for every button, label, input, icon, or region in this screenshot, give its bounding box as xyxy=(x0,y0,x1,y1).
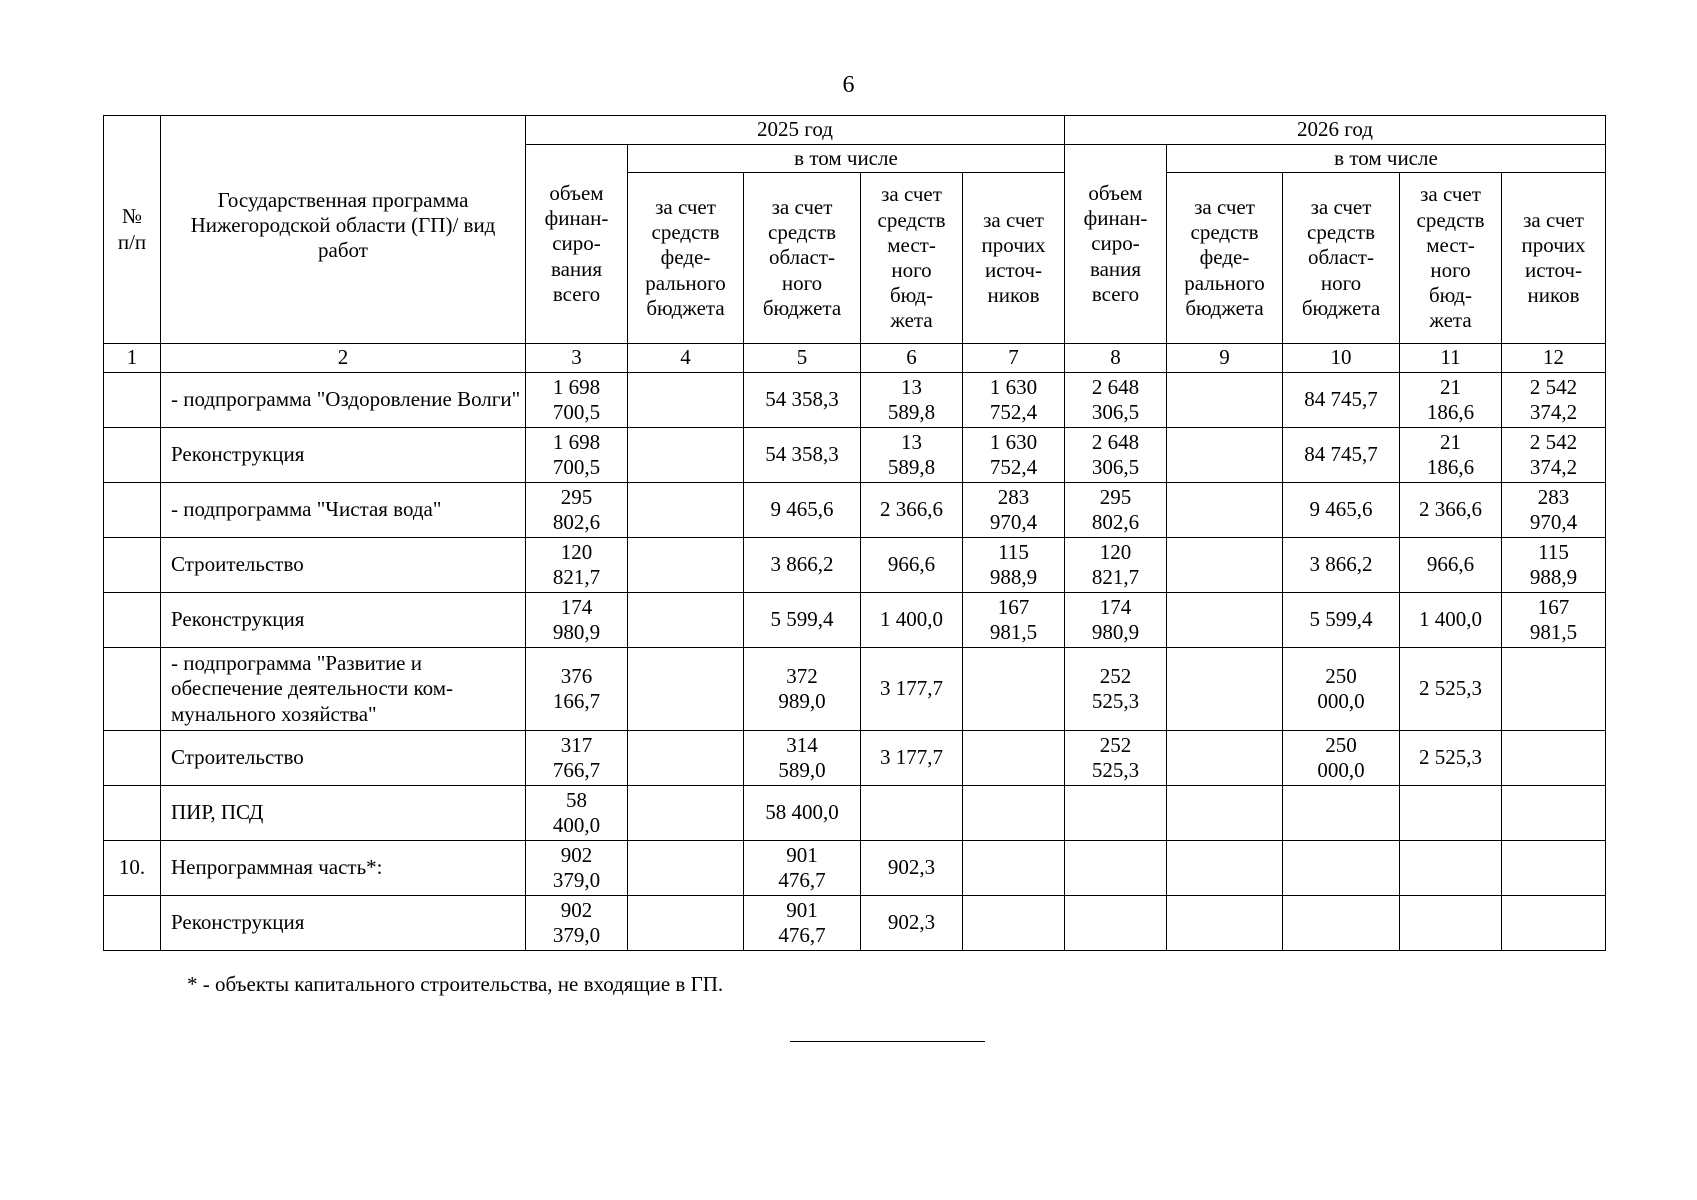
value-cell: 1 698 700,5 xyxy=(526,428,628,483)
table-row xyxy=(104,841,1606,896)
row-number xyxy=(104,648,161,731)
row-name: Непрограммная часть*: xyxy=(161,841,526,896)
row-number xyxy=(104,538,161,593)
header-federal-2025: за счет средств феде- рального бюджета xyxy=(628,173,744,344)
table-row xyxy=(104,731,1606,786)
value-cell xyxy=(1167,428,1283,483)
value-cell xyxy=(963,731,1065,786)
value-cell xyxy=(861,786,963,841)
header-local-2026: за счет средств мест- ного бюд- жета xyxy=(1400,173,1502,344)
row-name: Строительство xyxy=(161,538,526,593)
value-cell: 3 866,2 xyxy=(744,538,861,593)
header-including-2025: в том числе xyxy=(628,145,1065,173)
value-cell xyxy=(1502,648,1606,731)
value-cell: 13 589,8 xyxy=(861,373,963,428)
value-cell xyxy=(628,841,744,896)
column-number: 4 xyxy=(628,344,744,373)
header-total-2025: объем финан- сиро- вания всего xyxy=(526,145,628,344)
table-row xyxy=(104,896,1606,951)
value-cell: 1 400,0 xyxy=(1400,593,1502,648)
footnote: * - объекты капитального строительства, не входящие в ГП. xyxy=(187,972,724,996)
value-cell: 167 981,5 xyxy=(963,593,1065,648)
table-row xyxy=(104,538,1606,593)
value-cell: 314 589,0 xyxy=(744,731,861,786)
value-cell xyxy=(963,648,1065,731)
value-cell xyxy=(1283,841,1400,896)
value-cell xyxy=(1502,841,1606,896)
value-cell: 901 476,7 xyxy=(744,841,861,896)
value-cell: 2 366,6 xyxy=(1400,483,1502,538)
value-cell xyxy=(1167,648,1283,731)
row-number xyxy=(104,483,161,538)
column-number: 11 xyxy=(1400,344,1502,373)
value-cell: 84 745,7 xyxy=(1283,373,1400,428)
column-number: 9 xyxy=(1167,344,1283,373)
value-cell xyxy=(1400,786,1502,841)
value-cell: 13 589,8 xyxy=(861,428,963,483)
value-cell xyxy=(628,538,744,593)
value-cell: 58 400,0 xyxy=(744,786,861,841)
column-number: 8 xyxy=(1065,344,1167,373)
header-other-2025: за счет прочих источ- ников xyxy=(963,173,1065,344)
value-cell: 2 648 306,5 xyxy=(1065,428,1167,483)
value-cell: 115 988,9 xyxy=(963,538,1065,593)
budget-table xyxy=(103,115,1606,951)
end-rule xyxy=(790,1041,985,1042)
value-cell xyxy=(1167,593,1283,648)
value-cell: 2 542 374,2 xyxy=(1502,428,1606,483)
column-numbers-row xyxy=(104,344,1606,373)
row-number: 10. xyxy=(104,841,161,896)
column-number: 2 xyxy=(161,344,526,373)
value-cell: 21 186,6 xyxy=(1400,428,1502,483)
value-cell xyxy=(628,731,744,786)
column-number: 12 xyxy=(1502,344,1606,373)
header-regional-2026: за счет средств област- ного бюджета xyxy=(1283,173,1400,344)
value-cell xyxy=(1167,786,1283,841)
row-name: ПИР, ПСД xyxy=(161,786,526,841)
value-cell: 54 358,3 xyxy=(744,428,861,483)
header-year-2025: 2025 год xyxy=(526,116,1065,145)
value-cell xyxy=(1167,483,1283,538)
page-number: 6 xyxy=(842,72,855,98)
value-cell: 9 465,6 xyxy=(744,483,861,538)
column-number: 3 xyxy=(526,344,628,373)
value-cell: 5 599,4 xyxy=(1283,593,1400,648)
value-cell: 2 525,3 xyxy=(1400,648,1502,731)
value-cell xyxy=(628,373,744,428)
value-cell xyxy=(963,841,1065,896)
value-cell: 2 542 374,2 xyxy=(1502,373,1606,428)
value-cell xyxy=(1065,896,1167,951)
value-cell: 1 630 752,4 xyxy=(963,373,1065,428)
row-number xyxy=(104,373,161,428)
value-cell xyxy=(628,896,744,951)
row-name: Реконструкция xyxy=(161,428,526,483)
value-cell: 317 766,7 xyxy=(526,731,628,786)
header-year-2026: 2026 год xyxy=(1065,116,1606,145)
value-cell xyxy=(1400,896,1502,951)
row-name: - подпрограмма "Чистая вода" xyxy=(161,483,526,538)
value-cell xyxy=(963,896,1065,951)
value-cell: 120 821,7 xyxy=(526,538,628,593)
value-cell xyxy=(1502,731,1606,786)
header-num: № п/п xyxy=(104,116,161,344)
header-local-2025: за счет средств мест- ного бюд- жета xyxy=(861,173,963,344)
value-cell xyxy=(1167,538,1283,593)
table-row xyxy=(104,428,1606,483)
column-number: 6 xyxy=(861,344,963,373)
table-row xyxy=(104,648,1606,731)
value-cell xyxy=(1400,841,1502,896)
value-cell xyxy=(1167,896,1283,951)
row-name: Строительство xyxy=(161,731,526,786)
header-program: Государственная программа Нижегородской области (ГП)/ вид работ xyxy=(161,116,526,344)
value-cell xyxy=(1065,786,1167,841)
value-cell: 3 866,2 xyxy=(1283,538,1400,593)
value-cell: 966,6 xyxy=(861,538,963,593)
value-cell xyxy=(963,786,1065,841)
table-row xyxy=(104,483,1606,538)
value-cell: 283 970,4 xyxy=(1502,483,1606,538)
value-cell xyxy=(628,648,744,731)
value-cell: 966,6 xyxy=(1400,538,1502,593)
header-other-2026: за счет прочих источ- ников xyxy=(1502,173,1606,344)
value-cell: 21 186,6 xyxy=(1400,373,1502,428)
value-cell: 295 802,6 xyxy=(526,483,628,538)
value-cell: 58 400,0 xyxy=(526,786,628,841)
row-number xyxy=(104,896,161,951)
row-name: - подпрограмма "Оздоровление Волги" xyxy=(161,373,526,428)
value-cell: 3 177,7 xyxy=(861,648,963,731)
row-number xyxy=(104,428,161,483)
value-cell: 167 981,5 xyxy=(1502,593,1606,648)
value-cell: 1 400,0 xyxy=(861,593,963,648)
value-cell: 250 000,0 xyxy=(1283,731,1400,786)
value-cell: 1 630 752,4 xyxy=(963,428,1065,483)
value-cell xyxy=(1283,786,1400,841)
value-cell: 250 000,0 xyxy=(1283,648,1400,731)
value-cell: 2 525,3 xyxy=(1400,731,1502,786)
value-cell: 84 745,7 xyxy=(1283,428,1400,483)
value-cell: 174 980,9 xyxy=(526,593,628,648)
value-cell: 3 177,7 xyxy=(861,731,963,786)
value-cell: 9 465,6 xyxy=(1283,483,1400,538)
row-name: - подпрограмма "Развитие и обеспечение деятельности ком-мунального хозяйства" xyxy=(161,648,526,731)
value-cell: 54 358,3 xyxy=(744,373,861,428)
value-cell: 902 379,0 xyxy=(526,841,628,896)
header-federal-2026: за счет средств феде- рального бюджета xyxy=(1167,173,1283,344)
value-cell: 2 648 306,5 xyxy=(1065,373,1167,428)
value-cell xyxy=(628,428,744,483)
column-number: 7 xyxy=(963,344,1065,373)
row-number xyxy=(104,593,161,648)
table-row xyxy=(104,593,1606,648)
row-name: Реконструкция xyxy=(161,896,526,951)
header-regional-2025: за счет средств област- ного бюджета xyxy=(744,173,861,344)
value-cell xyxy=(1167,373,1283,428)
row-name: Реконструкция xyxy=(161,593,526,648)
header-including-2026: в том числе xyxy=(1167,145,1606,173)
value-cell: 252 525,3 xyxy=(1065,648,1167,731)
value-cell xyxy=(628,483,744,538)
row-number xyxy=(104,786,161,841)
column-number: 10 xyxy=(1283,344,1400,373)
value-cell xyxy=(1502,786,1606,841)
value-cell xyxy=(1065,841,1167,896)
value-cell: 902,3 xyxy=(861,841,963,896)
value-cell xyxy=(1167,731,1283,786)
value-cell: 252 525,3 xyxy=(1065,731,1167,786)
value-cell: 283 970,4 xyxy=(963,483,1065,538)
table-row xyxy=(104,786,1606,841)
value-cell: 5 599,4 xyxy=(744,593,861,648)
value-cell: 376 166,7 xyxy=(526,648,628,731)
value-cell: 174 980,9 xyxy=(1065,593,1167,648)
value-cell: 372 989,0 xyxy=(744,648,861,731)
column-number: 1 xyxy=(104,344,161,373)
value-cell: 120 821,7 xyxy=(1065,538,1167,593)
column-number: 5 xyxy=(744,344,861,373)
value-cell: 115 988,9 xyxy=(1502,538,1606,593)
value-cell: 2 366,6 xyxy=(861,483,963,538)
value-cell xyxy=(628,593,744,648)
value-cell: 902 379,0 xyxy=(526,896,628,951)
value-cell xyxy=(1283,896,1400,951)
value-cell: 1 698 700,5 xyxy=(526,373,628,428)
table-row xyxy=(104,373,1606,428)
value-cell: 901 476,7 xyxy=(744,896,861,951)
value-cell: 295 802,6 xyxy=(1065,483,1167,538)
value-cell xyxy=(1502,896,1606,951)
value-cell xyxy=(1167,841,1283,896)
row-number xyxy=(104,731,161,786)
value-cell xyxy=(628,786,744,841)
value-cell: 902,3 xyxy=(861,896,963,951)
header-total-2026: объем финан- сиро- вания всего xyxy=(1065,145,1167,344)
